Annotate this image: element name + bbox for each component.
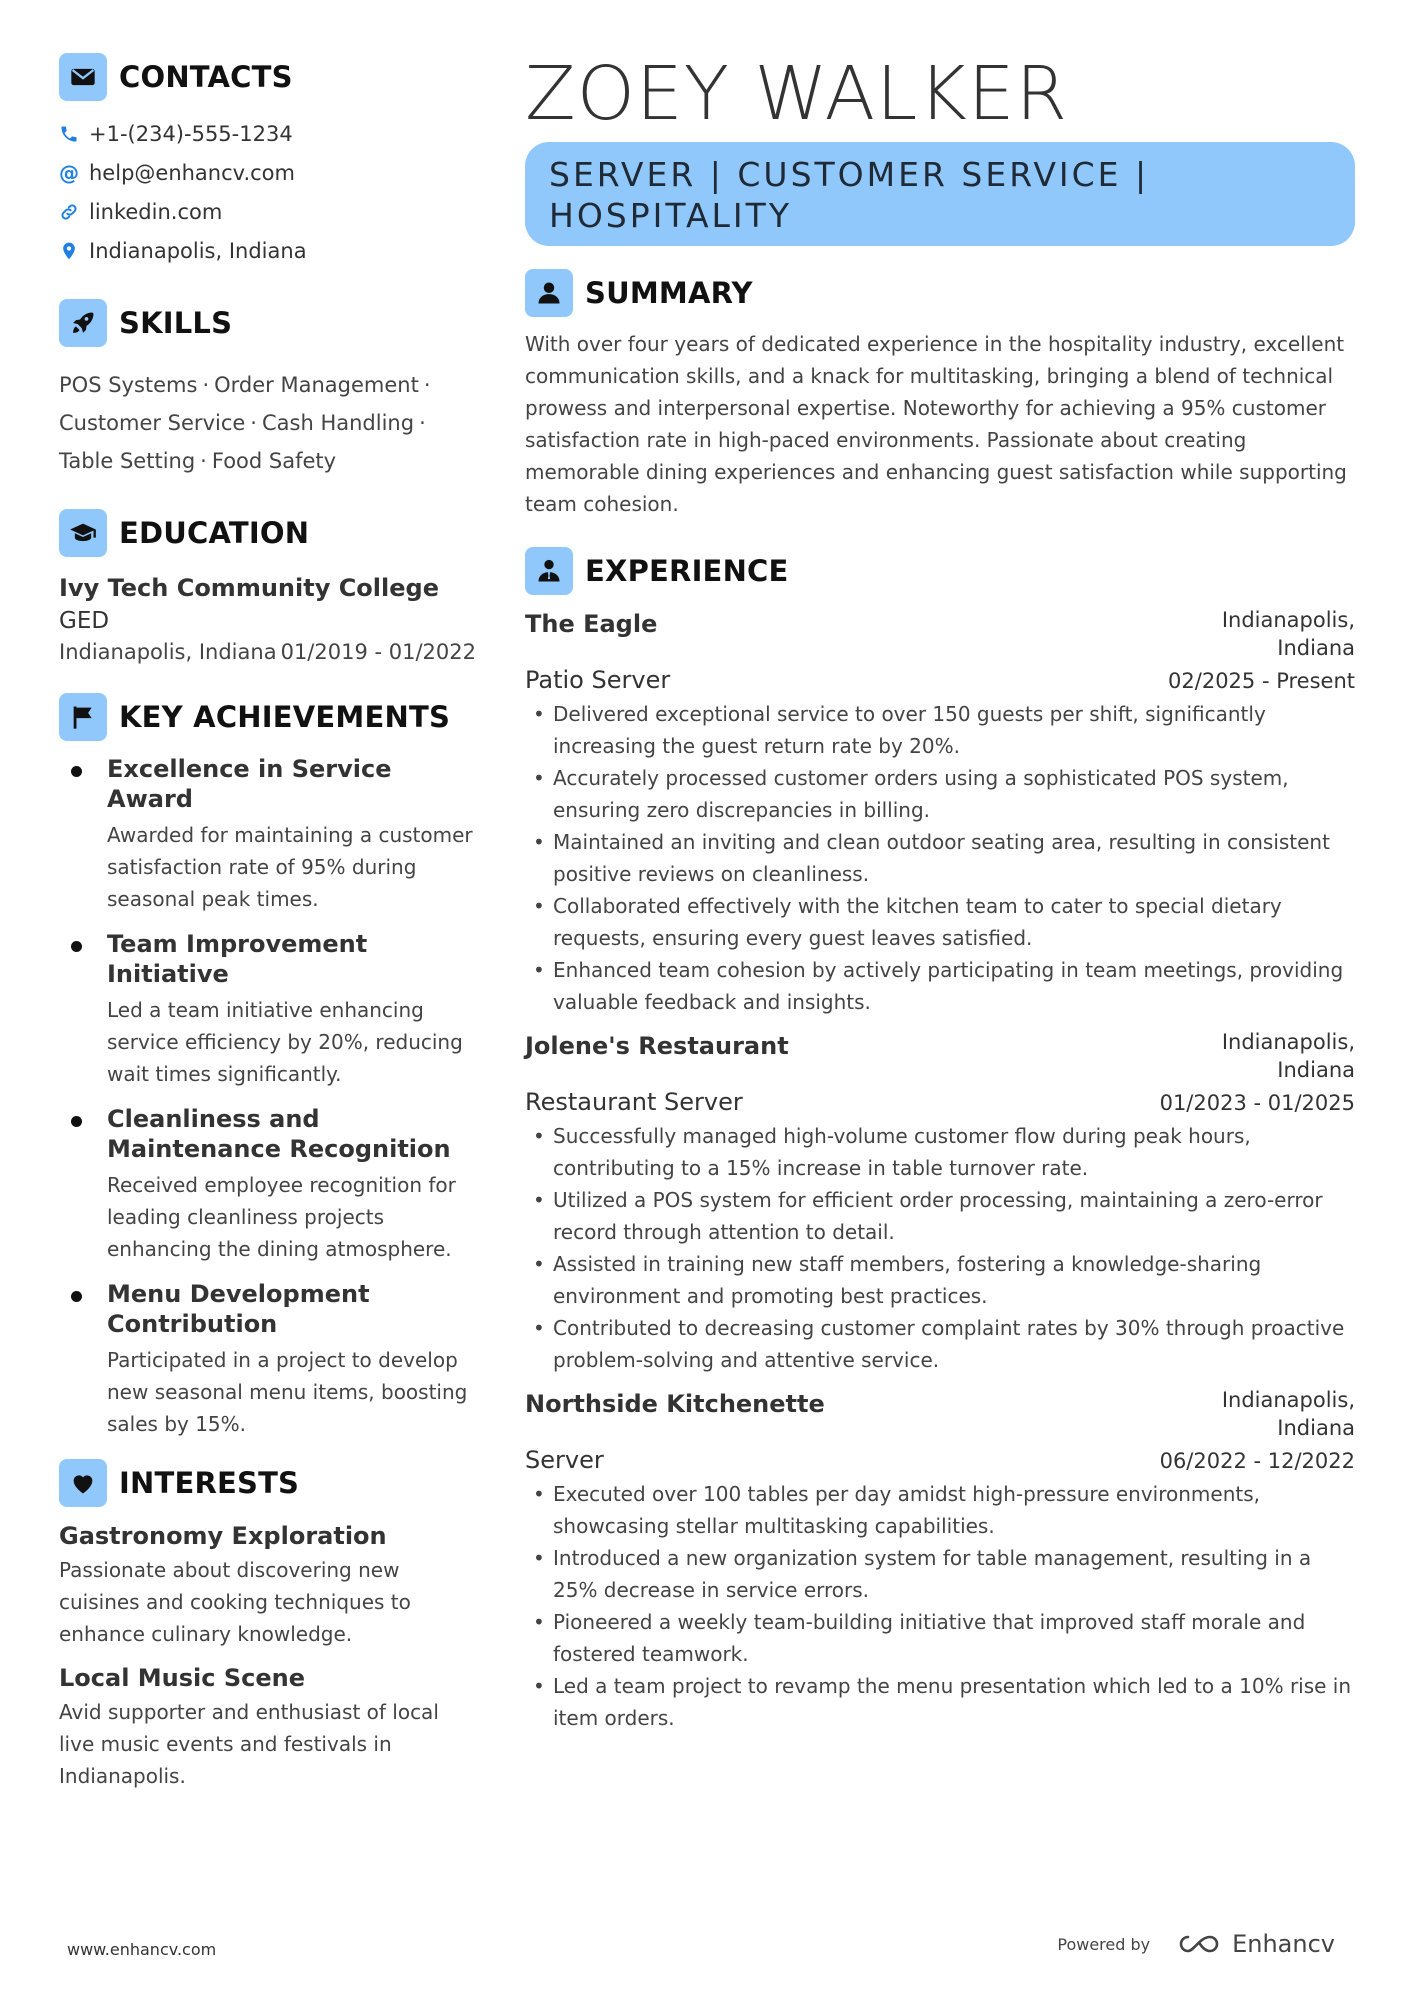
achievements-header: [59, 692, 479, 742]
at-sign-icon: @: [59, 160, 79, 185]
skill-item: Food Safety: [211, 449, 337, 473]
job-bullet: • Accurately processed customer orders using a sophisticated POS system, ensuring zero discrepancies in billing.: [525, 762, 1355, 826]
job-location: Indianapolis, Indiana: [1221, 1030, 1355, 1082]
job-bullet: • Led a team project to revamp the menu presentation which led to a 10% rise in item orders.: [525, 1670, 1355, 1734]
job-bullet: • Maintained an inviting and clean outdoor seating area, resulting in consistent positive reviews on cleanliness.: [525, 826, 1355, 890]
phone-icon: [59, 124, 89, 144]
contact-phone: [59, 114, 479, 153]
interest-item: [59, 1664, 479, 1792]
job-bullets: [525, 698, 1355, 1018]
education-title: EDUCATION: [119, 516, 310, 550]
job-company: Northside Kitchenette: [525, 1390, 825, 1418]
candidate-name: ZOEY WALKER: [525, 51, 1069, 137]
job-entry: [525, 1386, 1355, 1734]
flag-icon: [59, 693, 107, 741]
experience-title: EXPERIENCE: [585, 554, 789, 588]
footer-branding: [1057, 1930, 1335, 1958]
interest-title: Gastronomy Exploration: [59, 1522, 387, 1550]
enhancv-logo-link[interactable]: [1176, 1930, 1335, 1958]
interests-header: [59, 1458, 479, 1508]
education-degree: GED: [59, 608, 110, 634]
email-link[interactable]: help@enhancv.com: [89, 160, 295, 185]
skill-item: Table Setting: [59, 449, 196, 473]
achievements-title: KEY ACHIEVEMENTS: [119, 700, 451, 734]
skills-list: [59, 366, 479, 480]
job-dates: 02/2025 - Present: [1168, 669, 1355, 693]
achievement-title: Team Improvement Initiative: [107, 930, 368, 988]
interest-item: [59, 1522, 479, 1650]
achievement-item: [59, 754, 479, 915]
job-bullet: • Successfully managed high-volume customer flow during peak hours, contributing to a 15% increase in table turnover rate.: [525, 1120, 1355, 1184]
location-text: Indianapolis, Indiana: [89, 238, 307, 263]
infinity-logo-icon: [1176, 1931, 1224, 1957]
heart-icon: [59, 1459, 107, 1507]
summary-title: SUMMARY: [585, 276, 753, 310]
graduation-cap-icon: [59, 509, 107, 557]
skills-header: [59, 298, 479, 348]
education-school: Ivy Tech Community College: [59, 574, 439, 602]
skill-separator: ·: [419, 411, 426, 435]
job-bullet: • Pioneered a weekly team-building initiative that improved staff morale and fostered teamwork.: [525, 1606, 1355, 1670]
contact-location: [59, 231, 479, 270]
left-column: [59, 52, 479, 1792]
skill-separator: ·: [250, 411, 257, 435]
right-column: [525, 48, 1355, 1734]
skill-separator: ·: [200, 449, 207, 473]
contact-linkedin: [59, 192, 479, 231]
interests-title: INTERESTS: [119, 1466, 300, 1500]
job-company: The Eagle: [525, 610, 658, 638]
job-entry: [525, 1028, 1355, 1376]
bullet-dot: [71, 1291, 82, 1302]
achievement-desc: Awarded for maintaining a customer satisfaction rate of 95% during seasonal peak times.: [107, 823, 473, 911]
skill-item: Cash Handling: [261, 411, 415, 435]
interest-desc: Passionate about discovering new cuisines and cooking techniques to enhance culinary knowledge.: [59, 1558, 411, 1646]
job-location: Indianapolis, Indiana: [1221, 608, 1355, 660]
achievements-list: [59, 754, 479, 1440]
job-bullet: • Utilized a POS system for efficient order processing, maintaining a zero-error record through attention to detail.: [525, 1184, 1355, 1248]
achievement-title: Excellence in Service Award: [107, 755, 392, 813]
job-entry: [525, 606, 1355, 1018]
linkedin-link[interactable]: linkedin.com: [89, 199, 223, 224]
contacts-header: [59, 52, 479, 102]
footer-website-link[interactable]: www.enhancv.com: [67, 1940, 217, 1959]
phone-link[interactable]: +1-(234)-555-1234: [89, 121, 293, 146]
enhancv-brand: Enhancv: [1232, 1930, 1335, 1958]
job-company: Jolene's Restaurant: [525, 1032, 789, 1060]
achievement-desc: Received employee recognition for leading cleanliness projects enhancing the dining atmosphere.: [107, 1173, 456, 1261]
bullet-dot: [71, 1116, 82, 1127]
skill-separator: ·: [423, 373, 431, 397]
job-bullet: • Collaborated effectively with the kitchen team to cater to special dietary requests, ensuring every guest leaves satisfied.: [525, 890, 1355, 954]
interest-desc: Avid supporter and enthusiast of local live music events and festivals in Indianapolis.: [59, 1700, 439, 1788]
job-location: Indianapolis, Indiana: [1221, 1388, 1355, 1440]
achievement-item: [59, 929, 479, 1090]
contacts-title: CONTACTS: [119, 60, 293, 94]
interest-title: Local Music Scene: [59, 1664, 305, 1692]
job-title: Restaurant Server: [525, 1088, 743, 1116]
summary-header: [525, 268, 1355, 318]
achievement-item: [59, 1104, 479, 1265]
briefcase-user-icon: [525, 547, 573, 595]
envelope-icon: [59, 53, 107, 101]
link-icon: [59, 202, 89, 222]
contact-email: [59, 153, 479, 192]
role-banner: SERVER | CUSTOMER SERVICE | HOSPITALITY: [525, 142, 1355, 246]
job-title: Patio Server: [525, 666, 671, 694]
skill-item: Customer Service: [59, 411, 246, 435]
education-meta: [59, 640, 479, 664]
job-bullet: • Executed over 100 tables per day amidst high-pressure environments, showcasing stellar multitasking capabilities.: [525, 1478, 1355, 1542]
skills-title: SKILLS: [119, 306, 233, 340]
rocket-icon: [59, 299, 107, 347]
job-bullet: • Enhanced team cohesion by actively participating in team meetings, providing valuable feedback and insights.: [525, 954, 1355, 1018]
user-icon: [525, 269, 573, 317]
achievement-title: Cleanliness and Maintenance Recognition: [107, 1105, 451, 1163]
job-title: Server: [525, 1446, 604, 1474]
bullet-dot: [71, 766, 82, 777]
achievement-item: [59, 1279, 479, 1440]
education-header: [59, 508, 479, 558]
job-bullet: • Introduced a new organization system for table management, resulting in a 25% decrease in service errors.: [525, 1542, 1355, 1606]
summary-text: With over four years of dedicated experience in the hospitality industry, excellent communication skills, and a knack for multitasking, bringing a blend of technical prowess and interpersonal expertise. Noteworthy for achieving a 95% customer satisfaction rate in high-paced environments. Passionate about creating memorable dining experiences and enhancing guest satisfaction while supporting team cohesion.: [525, 332, 1347, 516]
location-pin-icon: [59, 241, 89, 261]
achievement-desc: Participated in a project to develop new seasonal menu items, boosting sales by 15%.: [107, 1348, 468, 1436]
experience-header: [525, 546, 1355, 596]
job-bullet: • Delivered exceptional service to over 150 guests per shift, significantly increasing the guest return rate by 20%.: [525, 698, 1355, 762]
job-bullet: • Contributed to decreasing customer complaint rates by 30% through proactive problem-solving and attentive service.: [525, 1312, 1355, 1376]
education-location: Indianapolis, Indiana: [59, 640, 277, 664]
job-bullets: [525, 1120, 1355, 1376]
job-dates: 06/2022 - 12/2022: [1159, 1449, 1355, 1473]
job-bullets: [525, 1478, 1355, 1734]
job-bullet: • Assisted in training new staff members, fostering a knowledge-sharing environment and promoting best practices.: [525, 1248, 1355, 1312]
job-dates: 01/2023 - 01/2025: [1159, 1091, 1355, 1115]
achievement-title: Menu Development Contribution: [107, 1280, 370, 1338]
bullet-dot: [71, 941, 82, 952]
skill-item: Order Management: [214, 373, 419, 397]
achievement-desc: Led a team initiative enhancing service efficiency by 20%, reducing wait times significantly.: [107, 998, 463, 1086]
skill-item: POS Systems: [59, 373, 198, 397]
powered-by-label: Powered by: [1057, 1934, 1151, 1954]
skill-separator: ·: [202, 373, 210, 397]
education-dates: 01/2019 - 01/2022: [280, 640, 476, 664]
